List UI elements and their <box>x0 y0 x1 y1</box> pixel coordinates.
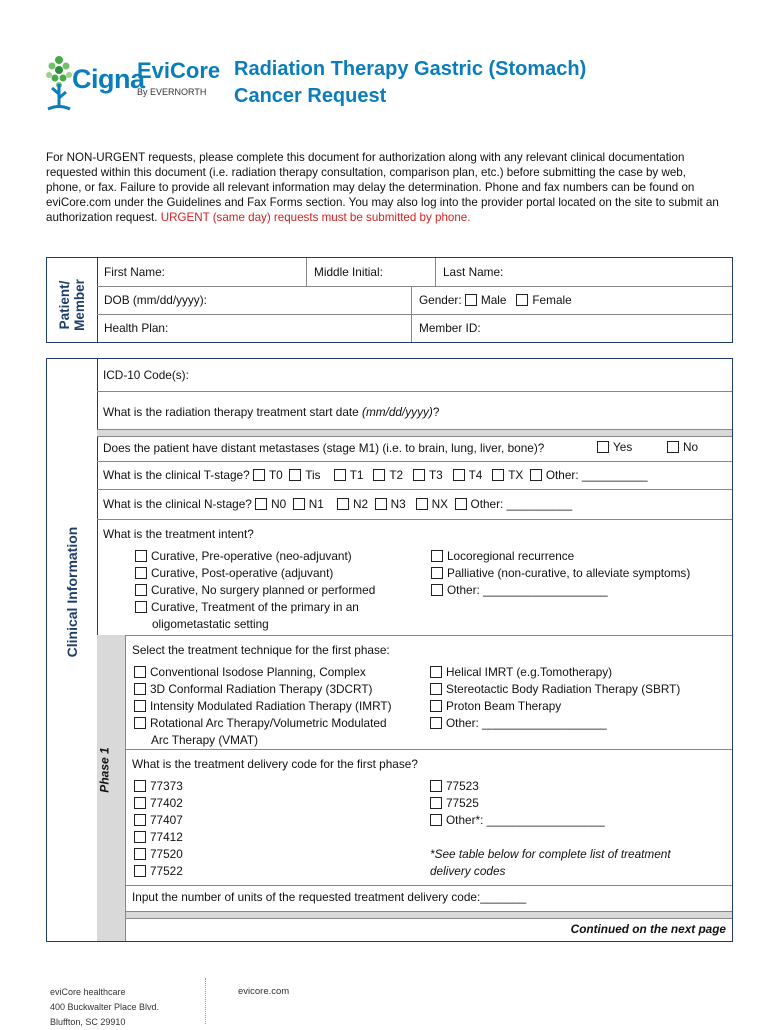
clinical-sidebar <box>47 359 98 941</box>
member-id-label: Member ID: <box>419 321 481 335</box>
technique-right-options <box>430 664 680 732</box>
n1-label: N1 <box>308 497 324 511</box>
dob-row <box>97 286 732 315</box>
intent-oligomet-label: Curative, Treatment of the primary in an <box>151 600 359 614</box>
start-date-question: What is the radiation therapy treatment start date <box>103 405 363 419</box>
tis-label: Tis <box>305 468 321 482</box>
code-label: 77523 <box>446 779 479 793</box>
t-other-label: Other: __________ <box>545 468 648 482</box>
technique-helical-label: Helical IMRT (e.g.Tomotherapy) <box>446 665 613 679</box>
units-question[interactable]: Input the number of units of the requested treatment delivery code:_______ <box>132 890 527 904</box>
t3-checkbox[interactable] <box>413 469 425 481</box>
member-id-field[interactable] <box>411 314 732 342</box>
technique-left-options <box>134 664 392 749</box>
male-label: Male <box>480 293 507 307</box>
intent-option <box>431 565 690 582</box>
page-title <box>234 56 734 110</box>
delivery-code-option <box>430 812 605 829</box>
code-label: 77412 <box>150 830 183 844</box>
technique-conventional-label: Conventional Isodose Planning, Complex <box>150 665 366 679</box>
nx-label: NX <box>431 497 448 511</box>
intent-palliative-label: Palliative (non-curative, to alleviate symptoms) <box>447 566 691 580</box>
first-name-field[interactable] <box>97 258 304 286</box>
technique-option <box>430 698 680 715</box>
intent-question: What is the treatment intent? <box>103 527 254 541</box>
code-77373-checkbox[interactable] <box>134 780 146 792</box>
patient-member-label: Patient/ Member <box>57 279 87 331</box>
intent-nosurgery-checkbox[interactable] <box>135 584 147 596</box>
start-date-format: (mm/dd/yyyy) <box>362 405 433 419</box>
n3-label: N3 <box>390 497 406 511</box>
technique-row <box>126 635 732 750</box>
technique-vmat-label-cont: Arc Therapy (VMAT) <box>151 733 259 747</box>
intent-right-options <box>431 548 690 599</box>
health-plan-field[interactable] <box>97 314 409 342</box>
intent-left-options <box>135 548 375 633</box>
tx-label: TX <box>508 468 524 482</box>
intent-nosurgery-label: Curative, No surgery planned or performed <box>151 583 376 597</box>
intent-recurrence-label: Locoregional recurrence <box>447 549 575 563</box>
delivery-code-option <box>134 812 183 829</box>
continued-row <box>126 917 732 941</box>
delivery-code-option <box>134 846 183 863</box>
male-checkbox[interactable] <box>465 294 477 306</box>
technique-option <box>134 664 392 681</box>
technique-option <box>134 698 392 715</box>
t4-checkbox[interactable] <box>453 469 465 481</box>
units-row <box>126 885 732 911</box>
gender-field <box>411 286 732 314</box>
technique-vmat-checkbox[interactable] <box>134 717 146 729</box>
technique-question: Select the treatment technique for the first phase: <box>132 643 390 657</box>
technique-vmat-label: Rotational Arc Therapy/Volumetric Modulated <box>150 716 387 730</box>
female-checkbox[interactable] <box>516 294 528 306</box>
n1-checkbox[interactable] <box>293 498 305 510</box>
code-77407-checkbox[interactable] <box>134 814 146 826</box>
code-label: 77522 <box>150 864 183 878</box>
metastases-no-checkbox[interactable] <box>667 441 679 453</box>
start-date-end: ? <box>432 405 440 419</box>
technique-3dcrt-label: 3D Conformal Radiation Therapy (3DCRT) <box>150 682 373 696</box>
intent-other-checkbox[interactable] <box>431 584 443 596</box>
intent-preop-label: Curative, Pre-operative (neo-adjuvant) <box>151 549 352 563</box>
intent-option <box>135 565 375 582</box>
code-77520-checkbox[interactable] <box>134 848 146 860</box>
code-note-line-2: delivery codes <box>430 864 506 878</box>
n-stage-question: What is the clinical N-stage? <box>103 497 252 511</box>
code-label: 77525 <box>446 796 479 810</box>
intent-option <box>135 548 375 565</box>
t1-label: T1 <box>349 468 364 482</box>
code-77522-checkbox[interactable] <box>134 865 146 877</box>
intent-option <box>431 548 690 565</box>
n-other-label: Other: __________ <box>470 497 573 511</box>
footer-url-link[interactable]: evicore.com <box>238 986 290 997</box>
n2-checkbox[interactable] <box>337 498 349 510</box>
n0-checkbox[interactable] <box>255 498 267 510</box>
intent-row <box>97 519 732 636</box>
title-line-2: Cancer Request <box>234 85 387 107</box>
intent-recurrence-checkbox[interactable] <box>431 550 443 562</box>
intent-oligomet-checkbox[interactable] <box>135 601 147 613</box>
code-other-checkbox[interactable] <box>430 814 442 826</box>
t2-label: T2 <box>389 468 404 482</box>
health-plan-label: Health Plan: <box>104 321 169 335</box>
metastases-question: Does the patient have distant metastases (stage M1) (i.e. to brain, lung, liver, bone)? <box>103 441 545 455</box>
technique-option <box>134 681 392 698</box>
middle-initial-label: Middle Initial: <box>314 265 383 279</box>
technique-option <box>430 664 680 681</box>
t1-checkbox[interactable] <box>334 469 346 481</box>
intro-paragraph <box>46 150 722 225</box>
urgent-note: URGENT (same day) requests must be submitted by phone. <box>160 211 471 224</box>
metastases-yes-checkbox[interactable] <box>597 441 609 453</box>
icd-row <box>97 359 732 392</box>
delivery-code-option <box>134 778 183 795</box>
t0-checkbox[interactable] <box>253 469 265 481</box>
cigna-evicore-logo <box>44 52 221 116</box>
t3-label: T3 <box>428 468 443 482</box>
technique-option <box>134 715 392 732</box>
delivery-code-option <box>134 795 183 812</box>
intent-other-label: Other: ___________________ <box>447 583 608 597</box>
tis-checkbox[interactable] <box>289 469 301 481</box>
delivery-code-question: What is the treatment delivery code for the first phase? <box>132 757 418 771</box>
footer-divider <box>205 978 206 1024</box>
patient-sidebar <box>47 258 98 342</box>
last-name-label: Last Name: <box>443 265 504 279</box>
technique-imrt-label: Intensity Modulated Radiation Therapy (IMRT) <box>150 699 392 713</box>
t-stage-line <box>103 468 648 482</box>
code-other-label: Other*: __________________ <box>446 813 605 827</box>
technique-conventional-checkbox[interactable] <box>134 666 146 678</box>
technique-helical-checkbox[interactable] <box>430 666 442 678</box>
clinical-information-label: Clinical Information <box>64 526 80 658</box>
plan-row <box>97 314 732 342</box>
name-row <box>97 258 732 287</box>
technique-proton-checkbox[interactable] <box>430 700 442 712</box>
code-note-line-1: *See table below for complete list of treatment <box>430 847 671 861</box>
metastases-yes-option <box>597 440 632 454</box>
code-77523-checkbox[interactable] <box>430 780 442 792</box>
by-evernorth-text: By EVERNORTH <box>137 87 207 97</box>
code-label: 77373 <box>150 779 183 793</box>
t0-label: T0 <box>268 468 283 482</box>
t4-label: T4 <box>468 468 483 482</box>
code-77525-checkbox[interactable] <box>430 797 442 809</box>
dob-label: DOB (mm/dd/yyyy): <box>104 293 207 307</box>
n2-label: N2 <box>353 497 369 511</box>
t-stage-question: What is the clinical T-stage? <box>103 468 250 482</box>
cigna-wordmark: Cigna <box>72 64 145 94</box>
t2-checkbox[interactable] <box>373 469 385 481</box>
delivery-code-row <box>126 749 732 886</box>
delivery-code-option <box>134 829 183 846</box>
n-stage-row <box>97 489 732 520</box>
icd-label: ICD-10 Code(s): <box>103 368 189 382</box>
technique-proton-label: Proton Beam Therapy <box>446 699 562 713</box>
intent-option <box>135 582 375 599</box>
technique-option <box>430 715 680 732</box>
n3-checkbox[interactable] <box>375 498 387 510</box>
code-77412-checkbox[interactable] <box>134 831 146 843</box>
icd-code-field[interactable] <box>103 368 189 382</box>
n0-label: N0 <box>271 497 287 511</box>
delivery-code-option <box>134 863 183 880</box>
clinical-information-section <box>46 358 733 942</box>
n-stage-line <box>103 497 572 511</box>
technique-sbrt-label: Stereotactic Body Radiation Therapy (SBRT) <box>446 682 681 696</box>
tree-logo-icon <box>44 54 74 114</box>
technique-other-label: Other: ___________________ <box>446 716 607 730</box>
evicore-wordmark: EviCore <box>137 58 221 83</box>
gender-label: Gender: <box>419 293 462 307</box>
intent-postop-checkbox[interactable] <box>135 567 147 579</box>
intent-oligomet-label-cont: oligometastatic setting <box>152 617 269 631</box>
code-label: 77520 <box>150 847 183 861</box>
intent-postop-label: Curative, Post-operative (adjuvant) <box>151 566 334 580</box>
technique-3dcrt-checkbox[interactable] <box>134 683 146 695</box>
technique-imrt-checkbox[interactable] <box>134 700 146 712</box>
first-name-label: First Name: <box>104 265 165 279</box>
t-other-checkbox[interactable] <box>530 469 542 481</box>
delivery-code-note <box>430 846 671 880</box>
intent-palliative-checkbox[interactable] <box>431 567 443 579</box>
nx-checkbox[interactable] <box>416 498 428 510</box>
phase-1-label: Phase 1 <box>97 747 112 793</box>
title-line-1: Radiation Therapy Gastric (Stomach) <box>234 58 587 80</box>
t-stage-row <box>97 461 732 490</box>
delivery-code-option <box>430 795 605 812</box>
female-label: Female <box>532 293 572 307</box>
code-label: 77407 <box>150 813 183 827</box>
intent-option <box>431 582 690 599</box>
footer-address-line-1: 400 Buckwalter Place Blvd. <box>50 1002 160 1012</box>
n-other-checkbox[interactable] <box>455 498 467 510</box>
metastases-no-option <box>667 440 698 454</box>
code-77402-checkbox[interactable] <box>134 797 146 809</box>
dob-field[interactable] <box>97 286 409 314</box>
delivery-codes-left <box>134 778 183 880</box>
intent-preop-checkbox[interactable] <box>135 550 147 562</box>
tx-checkbox[interactable] <box>492 469 504 481</box>
intro-text: For NON-URGENT requests, please complete this document for authorization along with any relevant clinical documentation requested within this document (i.e. radiation therapy consultation, comparison plan, etc.) before submitting the case by web, phone, or fax. Failure to provide all relevant information may delay the determination. Phone and fax numbers can be found on eviCore.com under the Guidelines and Fax Forms section. You may also log into the provider portal located on the site to submit an authorization request. <box>46 151 719 224</box>
footer-company: eviCore healthcare <box>50 987 126 997</box>
footer-address <box>50 985 159 1030</box>
delivery-code-option <box>430 778 605 795</box>
code-label: 77402 <box>150 796 183 810</box>
no-label: No <box>683 440 699 454</box>
start-date-field[interactable] <box>103 405 439 419</box>
middle-initial-field[interactable] <box>306 258 434 286</box>
technique-option <box>430 681 680 698</box>
technique-sbrt-checkbox[interactable] <box>430 683 442 695</box>
start-date-row <box>97 391 732 429</box>
continued-note: Continued on the next page <box>570 922 726 936</box>
intent-option <box>135 599 375 616</box>
patient-member-section <box>46 257 733 343</box>
metastases-row <box>97 435 732 462</box>
technique-other-checkbox[interactable] <box>430 717 442 729</box>
yes-label: Yes <box>613 440 633 454</box>
phase-1-bar <box>97 635 126 941</box>
footer-address-line-2: Bluffton, SC 29910 <box>50 1017 126 1027</box>
last-name-field[interactable] <box>435 258 732 286</box>
delivery-codes-right <box>430 778 605 829</box>
